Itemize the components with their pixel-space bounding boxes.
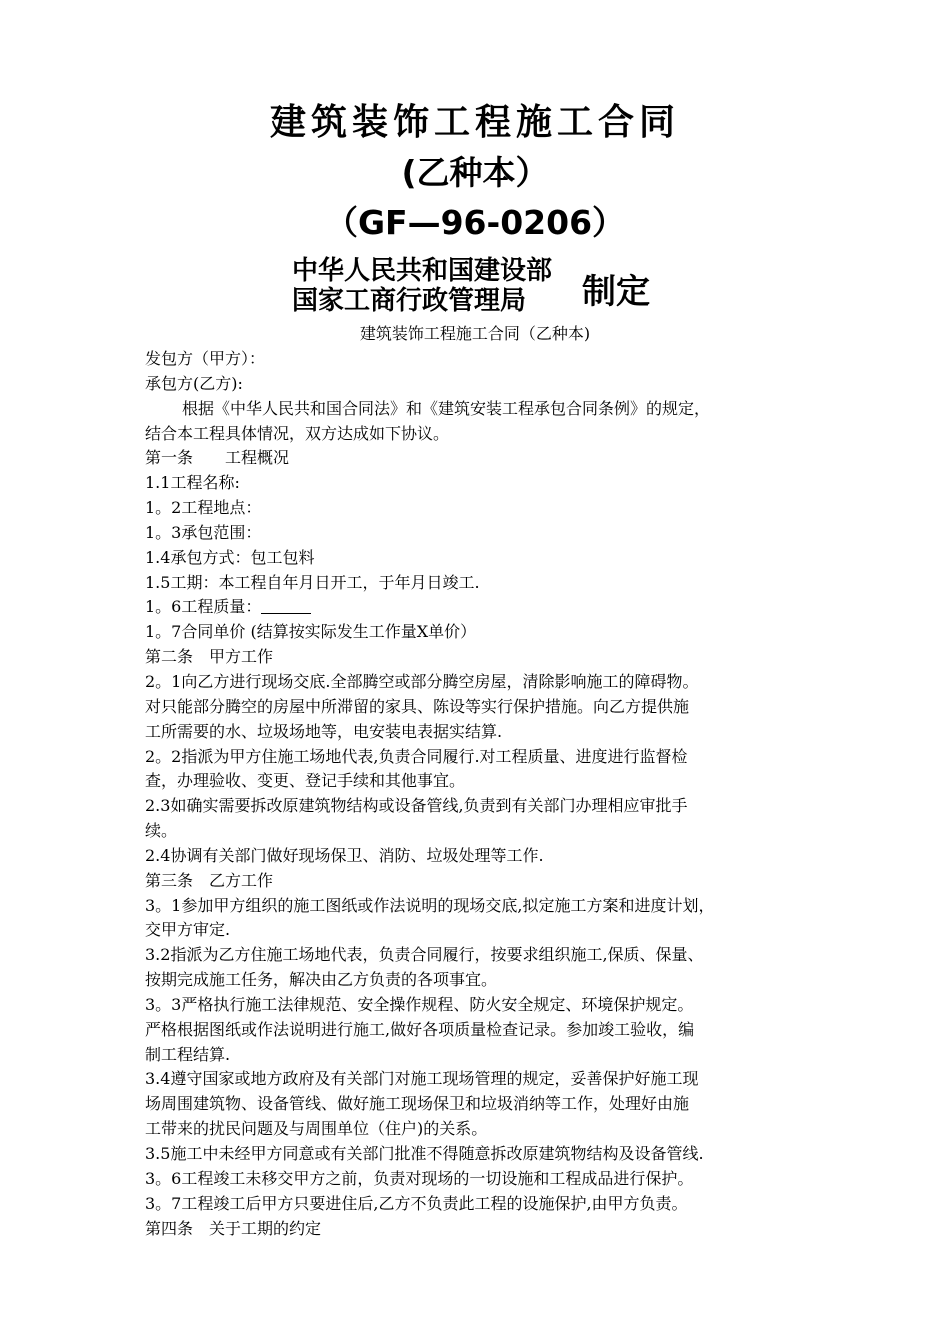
text-line: 根据《中华人民共和国合同法》和《建筑安装工程承包合同条例》的规定， <box>182 398 711 418</box>
text-line: 结合本工程具体情况，双方达成如下协议。 <box>145 423 450 443</box>
text-line: 发包方（甲方）： <box>145 349 266 368</box>
text-line: 1.4承包方式：包工包料 <box>145 547 315 567</box>
section-heading: 第四条 关于工期的约定 <box>145 1218 322 1238</box>
blank-underline <box>261 597 311 614</box>
text-line: 工带来的扰民问题及与周围单位（住户)的关系。 <box>145 1119 488 1139</box>
text-line: 场周围建筑物、设备管线、做好施工现场保卫和垃圾消纳等工作，处理好由施 <box>145 1094 690 1114</box>
text-line: 3.4遵守国家或地方政府及有关部门对施工现场管理的规定，妥善保护好施工现 <box>145 1069 699 1089</box>
text-line: 2。2指派为甲方住施工场地代表,负责合同履行.对工程质量、进度进行监督检 <box>145 746 688 766</box>
text-line: 承包方(乙方): <box>145 373 243 393</box>
text-line: 1。6工程质量： <box>145 597 262 617</box>
document-title: 建筑装饰工程施工合同 <box>269 102 680 143</box>
section-heading: 第二条 甲方工作 <box>145 647 274 667</box>
section-heading: 第一条 工程概况 <box>145 448 290 468</box>
text-line: 严格根据图纸或作法说明进行施工,做好各项质量检查记录。参加竣工验收，编 <box>145 1019 695 1039</box>
text-line: 续。 <box>145 821 178 841</box>
document-edition: (乙种本） <box>401 153 549 192</box>
text-line: 3.5施工中未经甲方同意或有关部门批准不得随意拆改原建筑物结构及设备管线. <box>145 1144 704 1163</box>
text-line: 1。3承包范围： <box>145 522 262 542</box>
text-line: 1.5工期：本工程自年月日开工，于年月日竣工. <box>145 572 480 592</box>
text-line: 按期完成施工任务，解决由乙方负责的各项事宜。 <box>145 970 498 990</box>
text-line: 3.2指派为乙方住施工场地代表，负责合同履行，按要求组织施工,保质、保量、 <box>145 945 704 965</box>
text-line: 3。3严格执行施工法律规范、安全操作规程、防火安全规定、环境保护规定。 <box>145 994 694 1014</box>
issuer-block <box>292 256 692 320</box>
issuer-suffix: 制定 <box>582 272 650 312</box>
text-line: 2.4协调有关部门做好现场保卫、消防、垃圾处理等工作. <box>145 845 544 865</box>
issuer-ministry: 中华人民共和国建设部 <box>292 256 553 286</box>
text-line: 2。1向乙方进行现场交底.全部腾空或部分腾空房屋，清除影响施工的障碍物。 <box>145 671 699 691</box>
text-line: 3。1参加甲方组织的施工图纸或作法说明的现场交底,拟定施工方案和进度计划， <box>145 895 715 915</box>
text-line: 对只能部分腾空的房屋中所滞留的家具、陈设等实行保护措施。向乙方提供施 <box>145 696 690 716</box>
issuer-bureau: 国家工商行政管理局 <box>292 286 527 316</box>
text-line: 1.1工程名称: <box>145 473 240 493</box>
text-line: 制工程结算. <box>145 1044 231 1064</box>
contract-body <box>145 347 825 1241</box>
text-line: 工所需要的水、垃圾场地等，电安装电表据实结算. <box>145 721 503 741</box>
text-line: 1。2工程地点： <box>145 498 262 518</box>
text-line: 交甲方审定. <box>145 920 231 940</box>
text-line: 1。7合同单价 (结算按实际发生工作量X单价） <box>145 622 477 642</box>
text-line: 3。6工程竣工未移交甲方之前，负责对现场的一切设施和工程成品进行保护。 <box>145 1168 694 1188</box>
section-heading: 第三条 乙方工作 <box>145 870 274 890</box>
text-line: 2.3如确实需要拆改原建筑物结构或设备管线,负责到有关部门办理相应审批手 <box>145 796 688 816</box>
document-code: （GF—96-0206） <box>324 203 626 242</box>
text-line: 3。7工程竣工后甲方只要进住后,乙方不负责此工程的设施保护,由甲方负责。 <box>145 1193 688 1213</box>
text-line: 查，办理验收、变更、登记手续和其他事宜。 <box>145 771 466 791</box>
text-line-with-blank <box>145 595 825 620</box>
contract-subtitle: 建筑装饰工程施工合同（乙种本) <box>359 324 591 343</box>
